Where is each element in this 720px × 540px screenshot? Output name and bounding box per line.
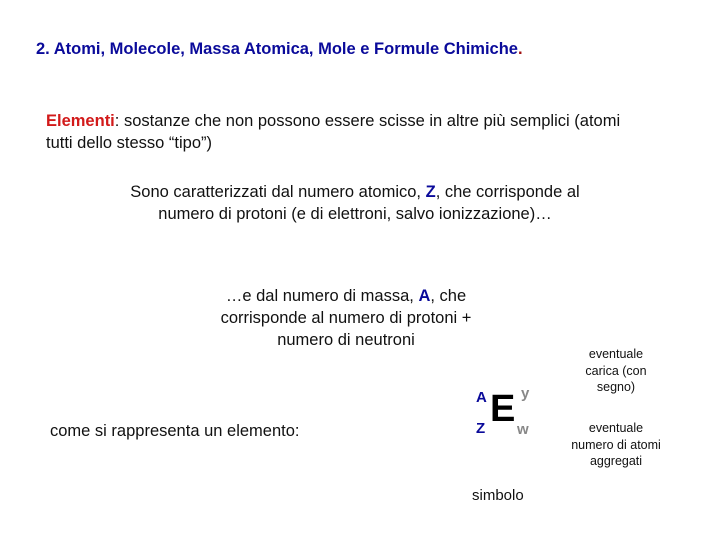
symbol-caption: simbolo <box>472 487 524 504</box>
atomic-number-before: Sono caratterizzati dal numero atomico, <box>130 183 426 201</box>
notation-atomic-number: Z <box>476 420 486 437</box>
count-note: eventuale numero di atomi aggregati <box>571 421 661 468</box>
mass-number-symbol: A <box>418 287 431 305</box>
mass-number-before: …e dal numero di massa, <box>225 287 419 305</box>
notation-charge: y <box>521 385 530 402</box>
representation-label: come si rappresenta un elemento: <box>50 422 300 440</box>
slide-title <box>36 40 523 59</box>
definition-paragraph <box>46 110 646 154</box>
atomic-number-paragraph <box>110 181 600 225</box>
mass-number-after: , che corrisponde al numero di protoni + numero di neutroni <box>220 287 472 349</box>
definition-text: : sostanze che non possono essere scisse in altre più semplici (atomi tutti dello stesso “tipo”) <box>46 112 621 152</box>
slide-title-text: 2. Atomi, Molecole, Massa Atomica, Mole e Formule Chimiche <box>36 40 518 58</box>
charge-note: eventuale carica (con segno) <box>585 347 647 394</box>
mass-number-paragraph <box>196 285 496 351</box>
atomic-number-after: , che corrisponde al numero di protoni (e di elettroni, salvo ionizzazione)… <box>158 183 580 223</box>
definition-term: Elementi <box>46 112 115 130</box>
atomic-number-symbol: Z <box>425 183 436 201</box>
notation-mass-number: A <box>476 389 487 406</box>
notation-count: w <box>517 421 529 438</box>
notation-element-symbol: E <box>490 388 516 430</box>
slide-title-suffix: . <box>517 40 523 58</box>
